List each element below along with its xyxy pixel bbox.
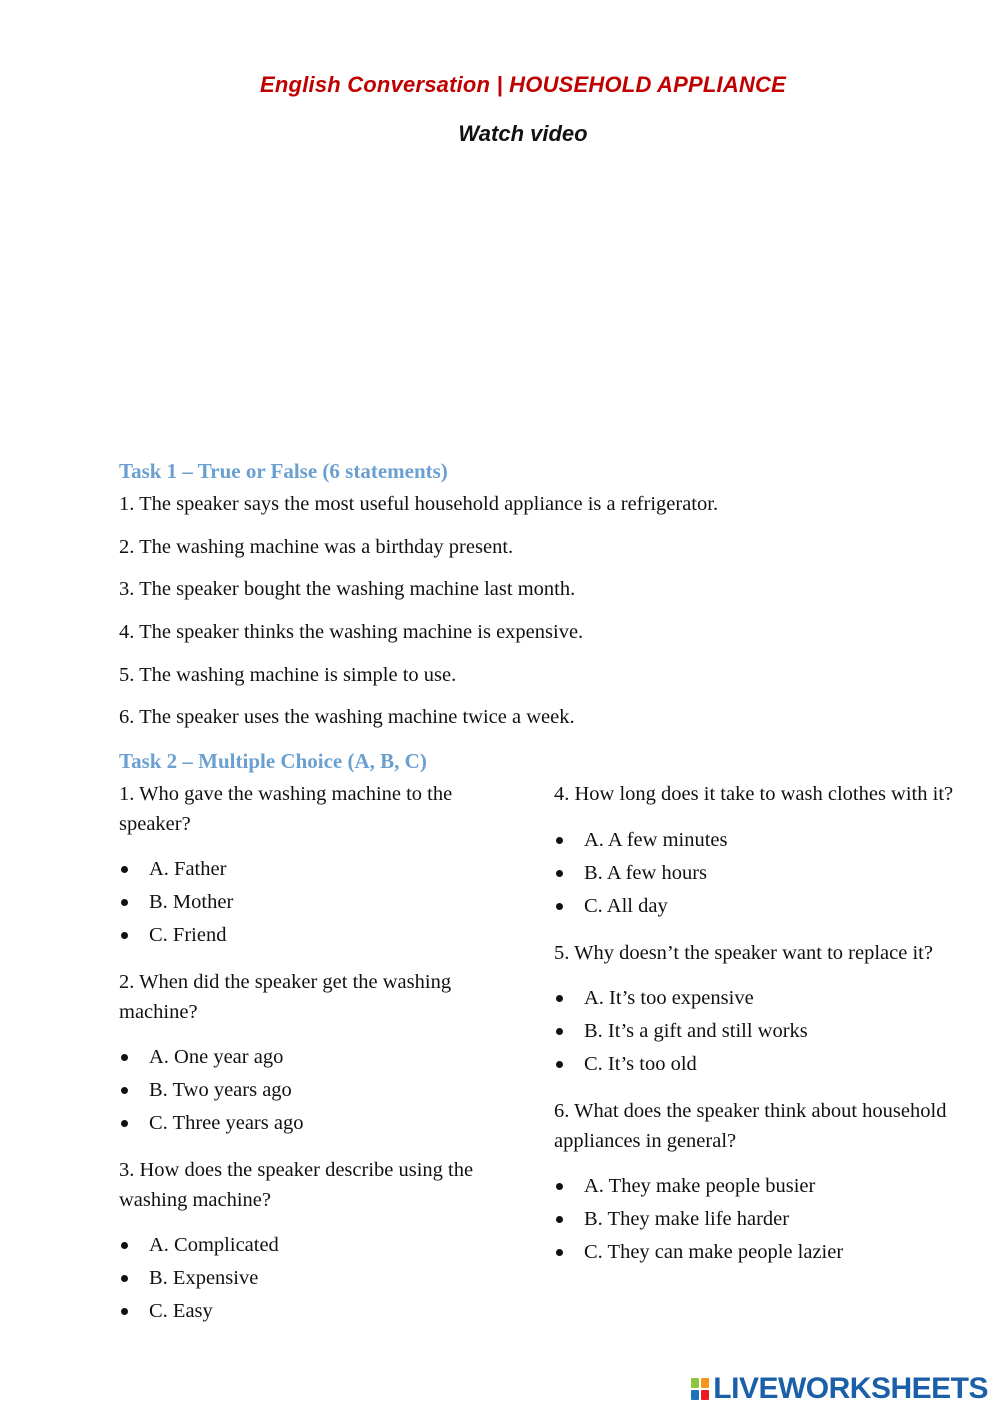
option[interactable]: A. One year ago [119,1041,519,1074]
option[interactable]: B. Expensive [119,1262,519,1295]
bullet-icon [556,1028,563,1035]
logo-block-green [691,1378,699,1388]
statement-1: 1. The speaker says the most useful household appliance is a refrigerator. [119,493,719,515]
question-5-options [554,982,954,1081]
option[interactable]: B. Two years ago [119,1074,519,1107]
task2-heading: Task 2 – Multiple Choice (A, B, C) [119,749,427,773]
option[interactable]: A. Father [119,853,519,886]
option[interactable]: B. A few hours [554,857,954,890]
bullet-icon [121,1242,128,1249]
questions-left-column [119,780,519,1344]
statement-3: 3. The speaker bought the washing machine last month. [119,578,576,601]
question-4: 4. How long does it take to wash clothes with it? [554,783,954,805]
video-embed-area[interactable] [120,165,920,445]
task1-heading: Task 1 – True or False (6 statements) [119,459,448,483]
option[interactable]: B. Mother [119,886,519,919]
question-2-options [119,1041,519,1140]
bullet-icon [556,1249,563,1256]
bullet-icon [121,899,128,906]
bullet-icon [556,870,563,877]
bullet-icon [121,1120,128,1127]
true-false-list [119,490,939,746]
bullet-icon [556,837,563,844]
question-3-options [119,1229,519,1328]
logo-block-orange [701,1378,709,1388]
logo-text: LIVEWORKSHEETS [713,1372,988,1405]
bullet-icon [556,1216,563,1223]
bullet-icon [556,1061,563,1068]
bullet-icon [121,1308,128,1315]
option[interactable]: A. A few minutes [554,824,954,857]
bullet-icon [121,932,128,939]
worksheet-subtitle: Watch video [458,121,588,146]
bullet-icon [556,903,563,910]
statement-2: 2. The washing machine was a birthday present. [119,535,514,558]
question-1: 1. Who gave the washing machine to the speaker? [119,783,453,835]
bullet-icon [121,1087,128,1094]
option[interactable]: B. They make life harder [554,1203,954,1236]
bullet-icon [556,1183,563,1190]
liveworksheets-logo-icon [691,1378,709,1400]
question-5: 5. Why doesn’t the speaker want to replace it? [554,941,933,964]
logo-block-red [701,1390,709,1400]
option[interactable]: C. All day [554,890,954,923]
question-6-options [554,1170,954,1269]
option[interactable]: A. Complicated [119,1229,519,1262]
logo-block-blue [691,1390,699,1400]
statement-6: 6. The speaker uses the washing machine twice a week. [119,706,575,729]
bullet-icon [121,866,128,873]
bullet-icon [556,995,563,1002]
question-2: 2. When did the speaker get the washing machine? [119,971,452,1023]
option[interactable]: C. It’s too old [554,1048,954,1081]
option[interactable]: C. They can make people lazier [554,1236,954,1269]
statement-4: 4. The speaker thinks the washing machine is expensive. [119,621,584,644]
bullet-icon [121,1054,128,1061]
bullet-icon [121,1275,128,1282]
option[interactable]: A. It’s too expensive [554,982,954,1015]
option[interactable]: A. They make people busier [554,1170,954,1203]
option[interactable]: C. Friend [119,919,519,952]
worksheet-title: English Conversation | HOUSEHOLD APPLIANCE [260,72,786,97]
statement-5: 5. The washing machine is simple to use. [119,663,457,686]
question-6: 6. What does the speaker think about household appliances in general? [554,1100,947,1152]
option[interactable]: C. Three years ago [119,1107,519,1140]
question-3: 3. How does the speaker describe using the washing machine? [119,1159,474,1211]
option[interactable]: C. Easy [119,1295,519,1328]
option[interactable]: B. It’s a gift and still works [554,1015,954,1048]
liveworksheets-logo [691,1372,988,1406]
question-1-options [119,853,519,952]
questions-right-column [554,780,954,1285]
question-4-options [554,824,954,923]
